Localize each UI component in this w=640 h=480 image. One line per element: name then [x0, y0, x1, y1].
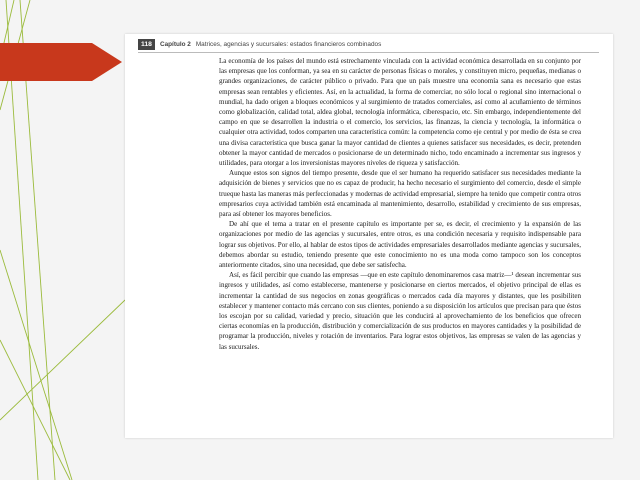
chapter-title: Matrices, agencias y sucursales: estados financieros combinados: [195, 41, 382, 48]
header-rule: [138, 52, 599, 53]
red-arrow-decoration: [0, 43, 122, 81]
running-head: [138, 39, 381, 50]
paragraph-4: Así, es fácil percibir que cuando las empresas —que en este capítulo denominaremos casa matriz—¹ desean incrementar sus ingresos y utilidades, así como establecerse, mantenerse y posicionarse en ciertos mercados, el objetivo principal de ellas es incrementar la cantidad de sus negocios en zonas geográficas o mercados cada día mayores y distantes, que les posibiliten establecer y mantener contacto más cercano con sus clientes, poniendo a su disposición los artículos que precisan para que éstos los escojan por su calidad, variedad y precio, situación que les conducirá al aprovechamiento de los beneficios que ofrecen ciertas economías en la producción, distribución y comercialización de sus productos en mayores cantidades y la posibilidad de programar la producción, niveles y rotación de inventarios. Para lograr estos objetivos, las empresas se valen de las agencias y las sucursales.: [219, 271, 581, 351]
slide-decoration: [0, 0, 130, 480]
chapter-label: Capítulo 2: [159, 41, 191, 48]
body-text: [219, 56, 581, 352]
paragraph-2: Aunque estos son signos del tiempo presente, desde que el ser humano ha requerido satisfacer sus necesidades mediante la adquisición de bienes y servicios que no es capaz de producir, ha hecho necesario el surgimiento del comercio, desde el simple trueque hasta las maneras más perfeccionadas y modernas de actividad empresarial, siempre ha tenido que competir contra otros empresarios cuya actividad también está encaminada al mantenimiento, desarrollo, estabilidad y crecimiento de sus empresas, para así obtener los mayores beneficios.: [219, 169, 581, 219]
paragraph-3: De ahí que el tema a tratar en el presente capítulo es importante per se, es decir, el crecimiento y la expansión de las organizaciones por medio de las agencias y sucursales, entre otros, es una condición necesaria y requisito indispensable para lograr sus objetivos. Por ello, al hablar de estos tipos de actividades empresariales desarrollados mediante agencias y sucursales, debemos abordar su estudio, teniendo presente que este conocimiento no es una moda como tampoco son los conceptos anteriormente citados, sino una necesidad, que debe ser satisfecha.: [219, 220, 581, 270]
book-page: [125, 34, 613, 438]
page-number: 118: [138, 39, 155, 50]
paragraph-1: La economía de los países del mundo está estrechamente vinculada con la actividad económica desarrollada en su conjunto por las empresas que los conforman, ya sea en su carácter de personas físicas o morales, y constituyen micro, pequeñas, medianas o grandes organizaciones, de carácter público o privado. Para que un país muestre una economía sana es necesario que estas empresas sean rentables y eficientes. Así, en la actualidad, la forma de comerciar, no sólo local o regional sino internacional o mundial, ha dado origen a bloques económicos y al surgimiento de tratados comerciales, así como al acuñamiento de términos como globalización, calidad total, aldea global, tecnología informática, ciberespacio, etc. Sin embargo, independientemente del campo en que se desarrollen la industria o el comercio, los servicios, las finanzas, la ciencia y tecnología, la informática o cualquier otra actividad, todos comparten una característica común: la competencia como eje central y por medio de ésta se crea una divisa característica que busca ganar la mayor cantidad de clientes a quienes satisfacer sus necesidades, es decir, pretenden obtener la mayor cantidad de mercados o posicionarse de un determinado nicho, todo encaminado a incrementar sus ingresos y utilidades, para otorgar a los inversionistas mayores niveles de riqueza y satisfacción.: [219, 57, 581, 168]
